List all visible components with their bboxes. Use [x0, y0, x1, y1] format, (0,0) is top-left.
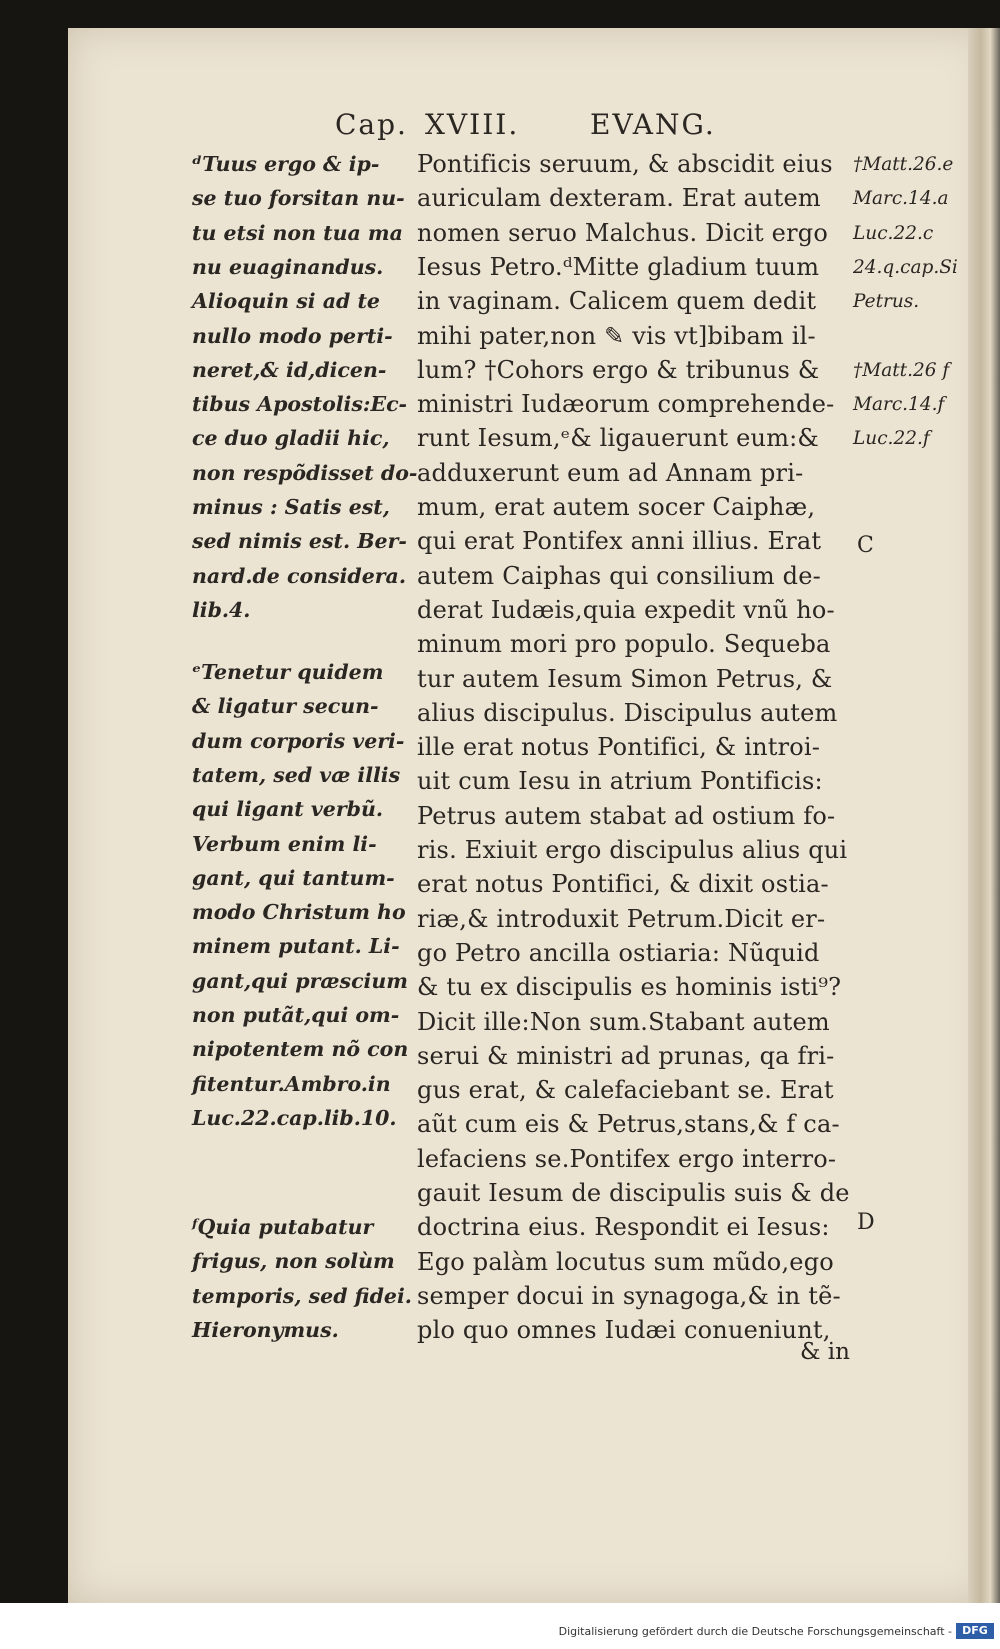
main-text-line: derat Iudæis,quia expedit vnũ ho- [417, 595, 835, 624]
margin-note-line: temporis, sed fidei. [192, 1283, 412, 1308]
margin-reference: Luc.22.c [853, 222, 934, 244]
margin-note-line: ce duo gladii hic, [192, 426, 390, 451]
margin-note-line: tibus Apostolis:Ec- [192, 392, 408, 417]
main-text-line: erat notus Pontifici, & dixit ostia- [417, 870, 829, 899]
margin-note-line: gant,qui præscium [192, 968, 408, 993]
margin-note-line: tatem, sed væ illis [192, 762, 401, 787]
main-text-line: go Petro ancilla ostiaria: Nũquid [417, 938, 820, 967]
margin-note-line: minus : Satis est, [192, 495, 390, 519]
margin-note-line: Luc.22.cap.lib.10. [192, 1105, 397, 1130]
main-text-line: Iesus Petro.ᵈMitte gladium tuum [417, 252, 820, 281]
main-text-line: aũt cum eis & Petrus,stans,& f ca- [417, 1110, 840, 1139]
main-text-line: lum? †Cohors ergo & tribunus & [417, 355, 820, 384]
main-text-line: plo quo omnes Iudæi conueniunt, [417, 1316, 831, 1345]
main-text-line: nomen seruo Malchus. Dicit ergo [417, 218, 828, 247]
margin-note-line: & ligatur secun- [192, 694, 379, 719]
margin-note-line: modo Christum ho [192, 900, 406, 925]
main-text-line: tur autem Iesum Simon Petrus, & [417, 664, 833, 693]
main-text-line: riæ,& introduxit Petrum.Dicit er- [417, 904, 826, 933]
margin-note-line: frigus, non solùm [192, 1249, 395, 1274]
margin-note-line: qui ligant verbũ. [192, 797, 383, 822]
main-text-line: doctrina eius. Respondit ei Iesus: [417, 1213, 830, 1242]
margin-note-line: neret,& id,dicen- [192, 357, 387, 382]
margin-reference: Luc.22.f [853, 428, 930, 450]
margin-reference: 24.q.cap.Si [853, 256, 958, 278]
main-text-line: Pontificis seruum, & abscidit eius [417, 150, 833, 178]
main-text-line: & tu ex discipulis es hominis isti⁹? [417, 973, 842, 1002]
main-text-line: ille erat notus Pontifici, & introi- [417, 733, 821, 762]
dfg-logo: DFG [956, 1623, 994, 1639]
margin-note-line: nard.de considera. [192, 563, 406, 588]
section-mark-d: D [857, 1210, 875, 1235]
margin-note-line: Alioquin si ad te [192, 289, 380, 314]
main-text-line: Petrus autem stabat ad ostium fo- [417, 801, 836, 830]
margin-note-line: fitentur.Ambro.in [192, 1071, 391, 1096]
margin-note-line: ᵉTenetur quidem [192, 660, 384, 684]
main-text-line: uit cum Iesu in atrium Pontificis: [417, 767, 823, 796]
margin-reference: Marc.14.f [853, 394, 945, 416]
margin-note-line: nu euaginandus. [192, 254, 384, 279]
header-chapter: XVIII. [425, 108, 520, 141]
header-cap: Cap. [335, 108, 408, 141]
main-text-line: qui erat Pontifex anni illius. Erat [417, 527, 822, 556]
main-text-line: in vaginam. Calicem quem dedit [417, 287, 817, 316]
margin-note-line: Hieronymus. [192, 1317, 339, 1342]
margin-note-line: nipotentem nõ con [192, 1037, 409, 1062]
margin-note-line: Verbum enim li- [192, 831, 377, 856]
margin-note-line: gant, qui tantum- [192, 865, 395, 890]
margin-note-line: ᵈTuus ergo & ip- [192, 152, 380, 176]
page-edge [968, 28, 1000, 1603]
main-text-line: ris. Exiuit ergo discipulus alius qui [417, 836, 848, 864]
main-text-line: semper docui in synagoga,& in tẽ- [417, 1281, 841, 1310]
main-text-line: ministri Iudæorum comprehende- [417, 390, 835, 419]
margin-note-line: ᶠQuia putabatur [192, 1215, 374, 1239]
main-text-line: gus erat, & calefaciebant se. Erat [417, 1076, 834, 1105]
main-text-line: alius discipulus. Discipulus autem [417, 698, 838, 727]
main-text-line: adduxerunt eum ad Annam pri- [417, 458, 804, 487]
margin-note-line: tu etsi non tua ma [192, 220, 403, 245]
margin-reference: Petrus. [853, 291, 920, 313]
main-text-line: mum, erat autem socer Caiphæ, [417, 493, 816, 521]
margin-reference: Marc.14.a [853, 188, 949, 210]
section-mark-c: C [857, 533, 874, 558]
margin-note-line: se tuo forsitan nu- [192, 186, 405, 211]
margin-note-line: minem putant. Li- [192, 934, 400, 959]
margin-note-line: nullo modo perti- [192, 323, 393, 348]
main-text-line: runt Iesum,ᵉ& ligauerunt eum:& [417, 424, 819, 453]
digitization-footer [0, 1603, 1000, 1649]
margin-note-line: lib.4. [192, 597, 251, 622]
margin-note-line: dum corporis veri- [192, 728, 405, 753]
main-text-line: mihi pater,non ✎ vis vt]bibam il- [417, 321, 816, 350]
margin-reference: †Matt.26 f [853, 359, 950, 381]
margin-note-line: non putãt,qui om- [192, 1003, 400, 1027]
main-text-line: minum mori pro populo. Sequeba [417, 630, 831, 659]
main-text-line: lefaciens se.Pontifex ergo interro- [417, 1144, 837, 1173]
header-book: EVANG. [590, 108, 716, 141]
margin-reference: †Matt.26.e [853, 154, 954, 175]
main-text-line: Ego palàm locutus sum mũdo,ego [417, 1247, 834, 1276]
main-text-line: autem Caiphas qui consilium de- [417, 561, 821, 590]
margin-note-line: sed nimis est. Ber- [192, 529, 407, 554]
main-text-line: Dicit ille:Non sum.Stabant autem [417, 1007, 830, 1036]
footer-credit: Digitalisierung gefördert durch die Deutsche Forschungsgemeinschaft - [558, 1625, 952, 1638]
main-text-line: serui & ministri ad prunas, qa fri- [417, 1041, 835, 1070]
main-text-line: gauit Iesum de discipulis suis & de [417, 1179, 850, 1207]
catchword: & in [800, 1339, 850, 1365]
margin-note-line: non respõdisset do- [192, 460, 418, 485]
main-text-line: auriculam dexteram. Erat autem [417, 184, 821, 213]
